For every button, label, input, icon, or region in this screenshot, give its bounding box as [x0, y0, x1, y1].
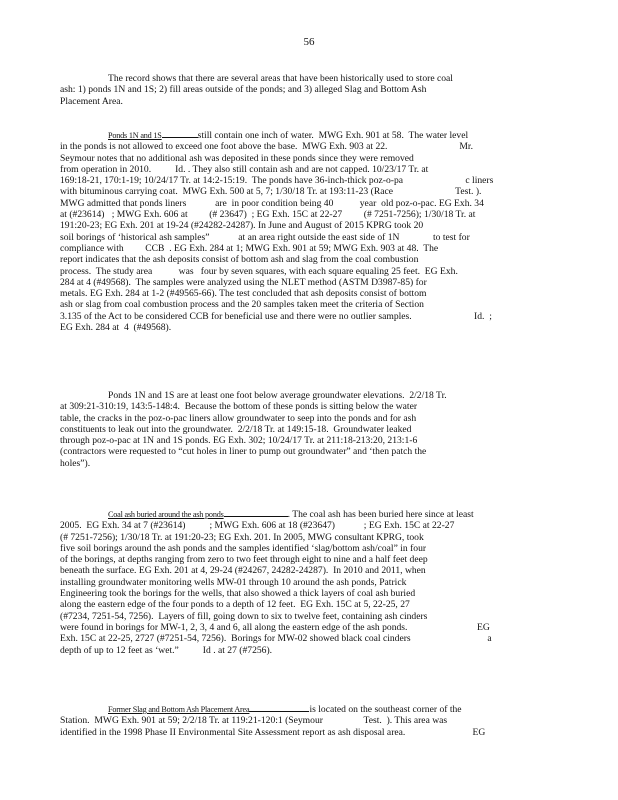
text-line: 2005. EG Exh. 34 at 7 (#23614) ; MWG Exh. 606 at 18 (#23647) ; EG Exh. 15C at 22-27 — [60, 520, 455, 532]
page-number: 56 — [303, 36, 315, 48]
text-line — [60, 129, 530, 141]
text-line: report indicates that the ash deposits consist of bottom ash and slag from the coal combustion — [60, 254, 419, 266]
paragraph-coal-ash-buried — [60, 508, 530, 656]
text-line: (# 7251-7256); 1/30/18 Tr. at 191:20-23; EG Exh. 201. In 2005, MWG consultant KPRG, took — [60, 531, 424, 543]
text-line — [60, 703, 530, 715]
text-line: compliance with CCB . EG Exh. 284 at 1; MWG Exh. 901 at 59; MWG Exh. 903 at 48. The — [60, 242, 439, 254]
underline-rule — [249, 703, 309, 712]
text-line: Placement Area. — [60, 95, 123, 107]
text-line — [60, 508, 530, 520]
text-line: (#7234, 7251-54, 7256). Layers of fill, going down to six to twelve feet, containing ash cinders — [60, 610, 428, 622]
text-line: beneath the surface. EG Exh. 201 at 4, 29-24 (#24267, 24282-24287). In 2010 and 2011, when — [60, 565, 426, 577]
text-line: Engineering took the borings for the wells, that also showed a thick layers of coal ash buried — [60, 588, 416, 600]
text-line: 284 at 4 (#49568). The samples were analyzed using the NLET method (ASTM D3987-85) for — [60, 276, 427, 288]
text-line: through poz-o-pac at 1N and 1S ponds. EG Exh. 302; 10/24/17 Tr. at 211:18-213:20, 213:1-6 — [60, 435, 418, 447]
text-line: (contractors were requested to “cut holes in liner to pump out groundwater” and ‘then patch the — [60, 446, 427, 458]
text-line: Seymour notes that no additional ash was deposited in these ponds since they were removed — [60, 152, 414, 164]
text-line: from operation in 2010. Id. . They also still contain ash and are not capped. 10/23/17 Tr. at — [60, 163, 429, 175]
heading-continuation: is located on the southeast corner of the — [309, 704, 462, 715]
heading-continuation: still contain one inch of water. MWG Exh. 901 at 58. The water level — [197, 130, 469, 141]
text-line: with bituminous carrying coat. MWG Exh. 500 at 5, 7; 1/30/18 Tr. at 193:11-23 (Race Test. ). — [60, 186, 482, 198]
paragraph-former-slag — [60, 703, 530, 738]
paragraph-ponds — [60, 129, 530, 333]
underline-rule — [224, 508, 288, 517]
text-line: at 309:21-310:19, 143:5-148:4. Because the bottom of these ponds is sitting below the water — [60, 401, 418, 413]
text-line: Ponds 1N and 1S are at least one foot below average groundwater elevations. 2/2/18 Tr. — [108, 390, 447, 401]
text-line: 169:18-21, 170:1-19; 10/24/17 Tr. at 14:2-15:19. The ponds have 36-inch-thick poz-o-pa c liners — [60, 175, 494, 187]
section-heading-coal-ash: Coal ash buried around the ash ponds — [108, 510, 224, 519]
text-line: ash or slag from coal combustion process and the 20 samples taken meet the criteria of Section — [60, 299, 424, 311]
text-line: process. The study area was four by seven squares, with each square equaling 25 feet. EG Exh. — [60, 265, 458, 277]
text-line: soil borings of ‘historical ash samples” at an area right outside the east side of 1N to test for — [60, 231, 470, 243]
underline-rule — [162, 129, 198, 138]
text-line: EG Exh. 284 at 4 (#49568). — [60, 322, 172, 334]
text-line: identified in the 1998 Phase II Environmental Site Assessment report as ash disposal area. EG — [60, 726, 486, 738]
paragraph-groundwater — [60, 390, 530, 469]
text-line: along the eastern edge of the four ponds to a depth of 12 feet. EG Exh. 15C at 5, 22-25, 27 — [60, 599, 410, 611]
text-line: table, the cracks in the poz-o-pac liners allow groundwater to seep into the ponds and for ash — [60, 412, 417, 424]
text-line: installing groundwater monitoring wells MW-01 through 10 around the ash ponds, Patrick — [60, 576, 407, 588]
text-line: of the borings, at depths ranging from zero to two feet through eight to nine and a half feet deep — [60, 554, 428, 566]
text-line: The record shows that there are several areas that have been historically used to store coal — [108, 73, 453, 84]
text-line: were found in borings for MW-1, 2, 3, 4 and 6, all along the eastern edge of the ash ponds. EG — [60, 621, 490, 633]
text-line: Exh. 15C at 22-25, 2727 (#7251-54, 7256). Borings for MW-02 showed black coal cinders a — [60, 633, 492, 645]
text-line: five soil borings around the ash ponds and the samples identified ‘slag/bottom ash/coal” in four — [60, 542, 427, 554]
text-line: ash: 1) ponds 1N and 1S; 2) fill areas outside of the ponds; and 3) alleged Slag and Bottom Ash — [60, 84, 427, 96]
text-line: Station. MWG Exh. 901 at 59; 2/2/18 Tr. at 119:21-120:1 (Seymour Test. ). This area was — [60, 715, 448, 727]
text-line: 191:20-23; EG Exh. 201 at 19-24 (#24282-24287). In June and August of 2015 KPRG took 20 — [60, 220, 424, 232]
text-line: constituents to leak out into the groundwater. 2/2/18 Tr. at 149:15-18. Groundwater leaked — [60, 423, 412, 435]
text-line: at (#23614) ; MWG Exh. 606 at (# 23647) ; EG Exh. 15C at 22-27 (# 7251-7256); 1/30/18 Tr. at — [60, 209, 476, 221]
text-line: holes”). — [60, 457, 91, 469]
paragraph-intro — [60, 73, 530, 107]
text-line: in the ponds is not allowed to exceed one foot above the base. MWG Exh. 903 at 22. Mr. — [60, 141, 473, 153]
heading-continuation: . The coal ash has been buried here since at least — [287, 509, 474, 520]
text-line: MWG admitted that ponds liners are in poor condition being 40 year old poz-o-pac. EG Exh. 34 — [60, 197, 484, 209]
text-line: metals. EG Exh. 284 at 1-2 (#49565-66). The test concluded that ash deposits consist of bottom — [60, 288, 427, 300]
text-line: depth of up to 12 feet as ‘wet.” Id . at 27 (#7256). — [60, 644, 273, 656]
text-line: 3.135 of the Act to be considered CCB for beneficial use and there were no outlier samples. Id. ; — [60, 310, 492, 322]
section-heading-former-slag: Former Slag and Bottom Ash Placement Area — [108, 705, 250, 714]
section-heading-ponds: Ponds 1N and 1S — [108, 131, 162, 140]
